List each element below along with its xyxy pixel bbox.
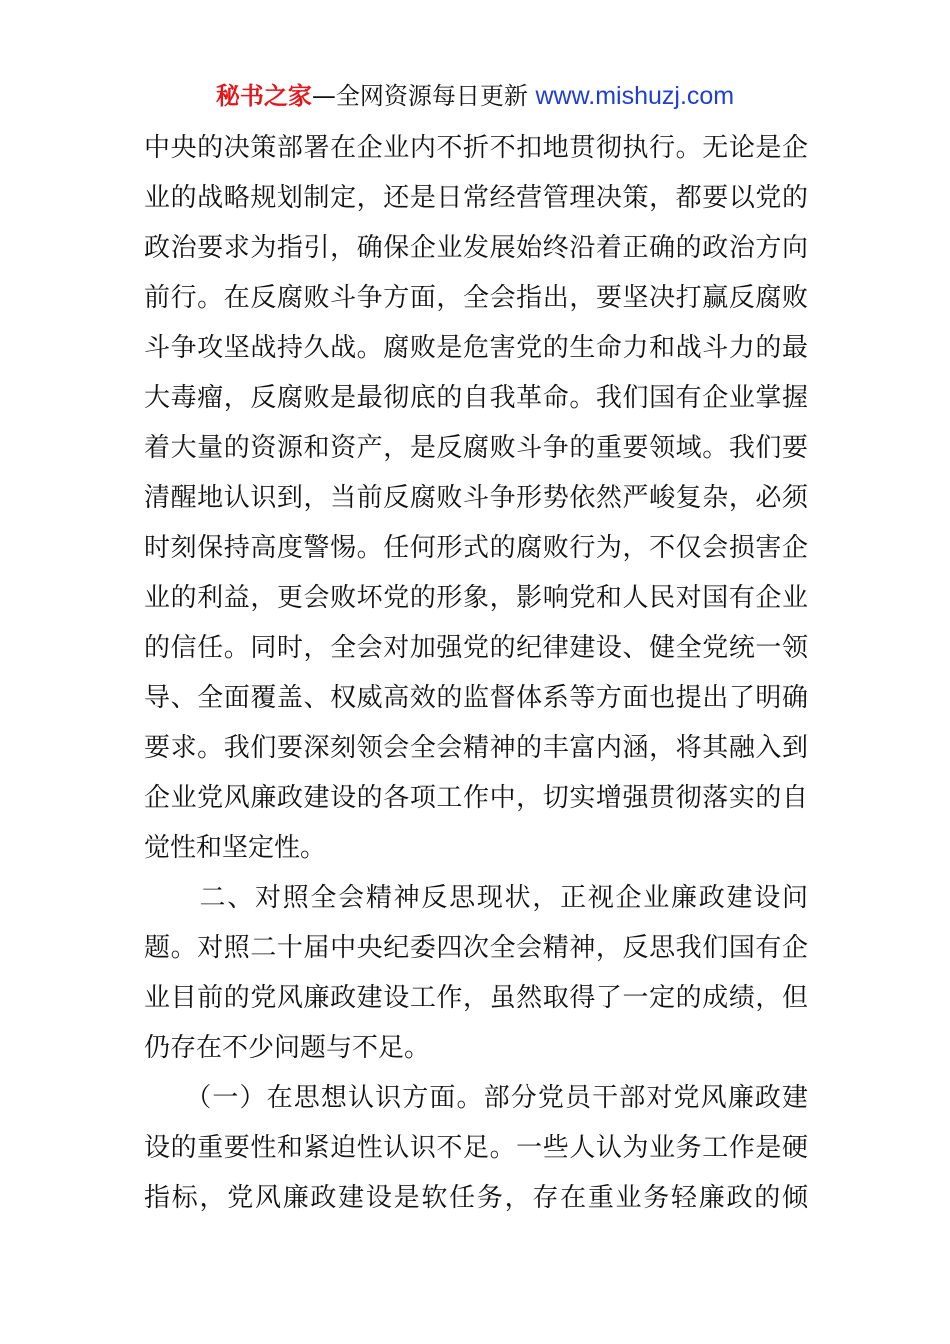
text-line: 时刻保持高度警惕。任何形式的腐败行为，不仅会损害企 <box>144 533 808 563</box>
text-line: 中央的决策部署在企业内不折不扣地贯彻执行。无论是企 <box>144 133 808 163</box>
text-line: 清醒地认识到，当前反腐败斗争形势依然严峻复杂，必须 <box>144 483 808 513</box>
text-line: 仍存在不少问题与不足。 <box>144 1033 431 1063</box>
subsection-heading-line: （一）在思想认识方面。部分党员干部对党风廉政建 <box>144 1083 808 1113</box>
text-line: 觉性和坚定性。 <box>144 833 327 863</box>
text-line: 着大量的资源和资产，是反腐败斗争的重要领域。我们要 <box>144 433 808 463</box>
brand-name: 秘书之家 <box>215 82 312 110</box>
text-line: 设的重要性和紧迫性认识不足。一些人认为业务工作是硬 <box>144 1133 808 1163</box>
text-line: 企业党风廉政建设的各项工作中，切实增强贯彻落实的自 <box>144 783 808 813</box>
text-line: 斗争攻坚战持久战。腐败是危害党的生命力和战斗力的最 <box>144 333 808 363</box>
text-line: 政治要求为指引，确保企业发展始终沿着正确的政治方向 <box>144 233 808 263</box>
text-line: 前行。在反腐败斗争方面，全会指出，要坚决打赢反腐败 <box>144 283 808 313</box>
document-body <box>144 123 808 1223</box>
site-header <box>0 80 950 112</box>
text-line: 大毒瘤，反腐败是最彻底的自我革命。我们国有企业掌握 <box>144 383 808 413</box>
text-line: 业的战略规划制定，还是日常经营管理决策，都要以党的 <box>144 183 808 213</box>
text-line: 的信任。同时，全会对加强党的纪律建设、健全党统一领 <box>144 633 808 663</box>
section-heading-line: 二、对照全会精神反思现状，正视企业廉政建设问 <box>144 883 808 913</box>
header-tagline: —全网资源每日更新 <box>311 82 536 110</box>
text-line: 题。对照二十届中央纪委四次全会精神，反思我们国有企 <box>144 933 808 963</box>
text-line: 指标，党风廉政建设是软任务，存在重业务轻廉政的倾 <box>144 1183 808 1213</box>
text-line: 业目前的党风廉政建设工作，虽然取得了一定的成绩，但 <box>144 983 808 1013</box>
site-url-link[interactable]: www.mishuzj.com <box>535 82 735 110</box>
text-line: 业的利益，更会败坏党的形象，影响党和人民对国有企业 <box>144 583 808 613</box>
text-line: 要求。我们要深刻领会全会精神的丰富内涵，将其融入到 <box>144 733 808 763</box>
text-line: 导、全面覆盖、权威高效的监督体系等方面也提出了明确 <box>144 683 808 713</box>
